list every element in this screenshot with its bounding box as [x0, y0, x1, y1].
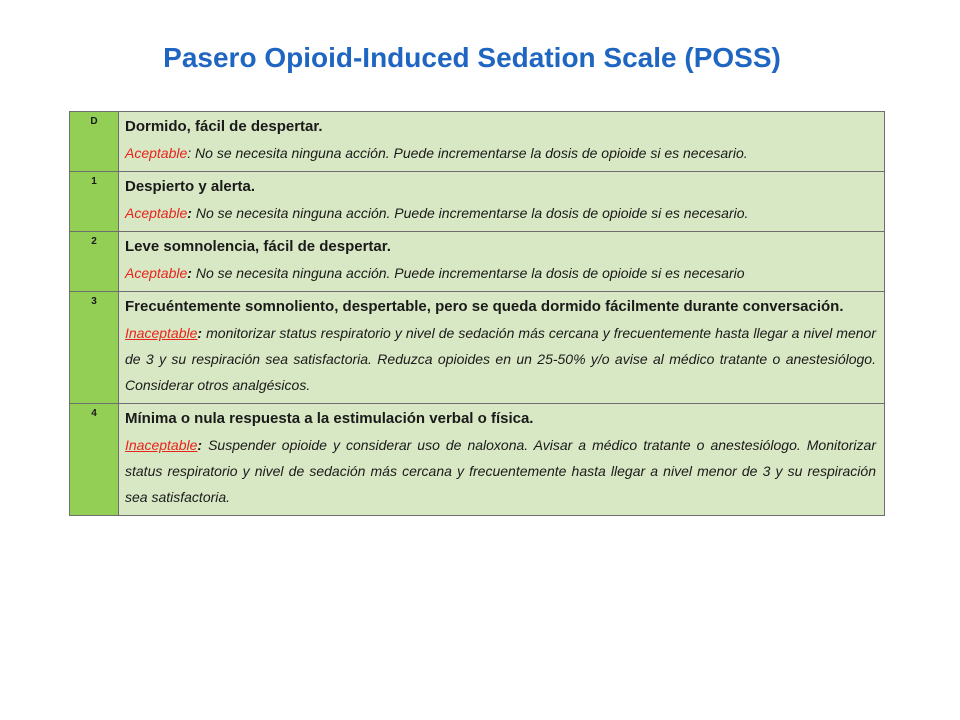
level-cell: 3 [70, 292, 119, 404]
level-cell: 2 [70, 232, 119, 292]
description-cell [119, 172, 885, 232]
state-text: Despierto y alerta. [125, 178, 256, 195]
acceptability-label: Inaceptable [125, 437, 198, 453]
level-cell: 4 [70, 404, 119, 516]
acceptability-label: Inaceptable [125, 325, 198, 341]
state-text: Frecuéntemente somnoliento, despertable, pero se queda dormido fácilmente durante conversación. [125, 298, 844, 315]
table-row [70, 112, 885, 172]
state-text: Leve somnolencia, fácil de despertar. [125, 238, 391, 255]
acceptability-label: Aceptable [125, 145, 188, 161]
action-text: Inaceptable: Suspender opioide y considerar uso de naloxona. Avisar a médico tratante o anestesiólogo. Monitorizar status respiratorio y nivel de sedación más cercana y frecuentemente hasta llegar a nivel menor de 3 y su respiración sea satisfactoria. [125, 437, 876, 505]
acceptability-label: Aceptable [125, 265, 188, 281]
action-text: Aceptable: No se necesita ninguna acción. Puede incrementarse la dosis de opioide si es necesario. [125, 205, 749, 221]
table-row [70, 172, 885, 232]
action-description: No se necesita ninguna acción. Puede incrementarse la dosis de opioide si es necesario. [191, 145, 748, 161]
level-cell: 1 [70, 172, 119, 232]
level-cell: D [70, 112, 119, 172]
action-text: Aceptable: No se necesita ninguna acción. Puede incrementarse la dosis de opioide si es necesario [125, 265, 745, 281]
state-text: Dormido, fácil de despertar. [125, 118, 323, 135]
table-row [70, 404, 885, 516]
action-text: Aceptable: No se necesita ninguna acción. Puede incrementarse la dosis de opioide si es necesario. [125, 145, 748, 161]
table-row [70, 292, 885, 404]
action-description: No se necesita ninguna acción. Puede incrementarse la dosis de opioide si es necesario [191, 265, 745, 281]
acceptability-label: Aceptable [125, 205, 188, 221]
page-title: Pasero Opioid-Induced Sedation Scale (POSS) [163, 42, 781, 73]
action-text: Inaceptable: monitorizar status respiratorio y nivel de sedación más cercana y frecuentemente hasta llegar a nivel menor de 3 y su respiración sea satisfactoria. Reduzca opioides en un 25-50% y/o avise al médico tratante o anestesiólogo. Considerar otros analgésicos. [125, 325, 876, 393]
state-text: Mínima o nula respuesta a la estimulación verbal o física. [125, 410, 534, 427]
table-row [70, 232, 885, 292]
description-cell [119, 292, 885, 404]
description-cell [119, 232, 885, 292]
action-description: Suspender opioide y considerar uso de naloxona. Avisar a médico tratante o anestesiólogo. Monitorizar status respiratorio y nivel de sedación más cercana y frecuentemente hasta llegar a nivel menor de 3 y su respiración sea satisfactoria. [125, 437, 876, 505]
description-cell [119, 112, 885, 172]
description-cell [119, 404, 885, 516]
sedation-scale-table [69, 111, 885, 516]
action-description: No se necesita ninguna acción. Puede incrementarse la dosis de opioide si es necesario. [191, 205, 749, 221]
action-description: monitorizar status respiratorio y nivel de sedación más cercana y frecuentemente hasta llegar a nivel menor de 3 y su respiración sea satisfactoria. Reduzca opioides en un 25-50% y/o avise al médico tratante o anestesiólogo. Considerar otros analgésicos. [125, 325, 876, 393]
